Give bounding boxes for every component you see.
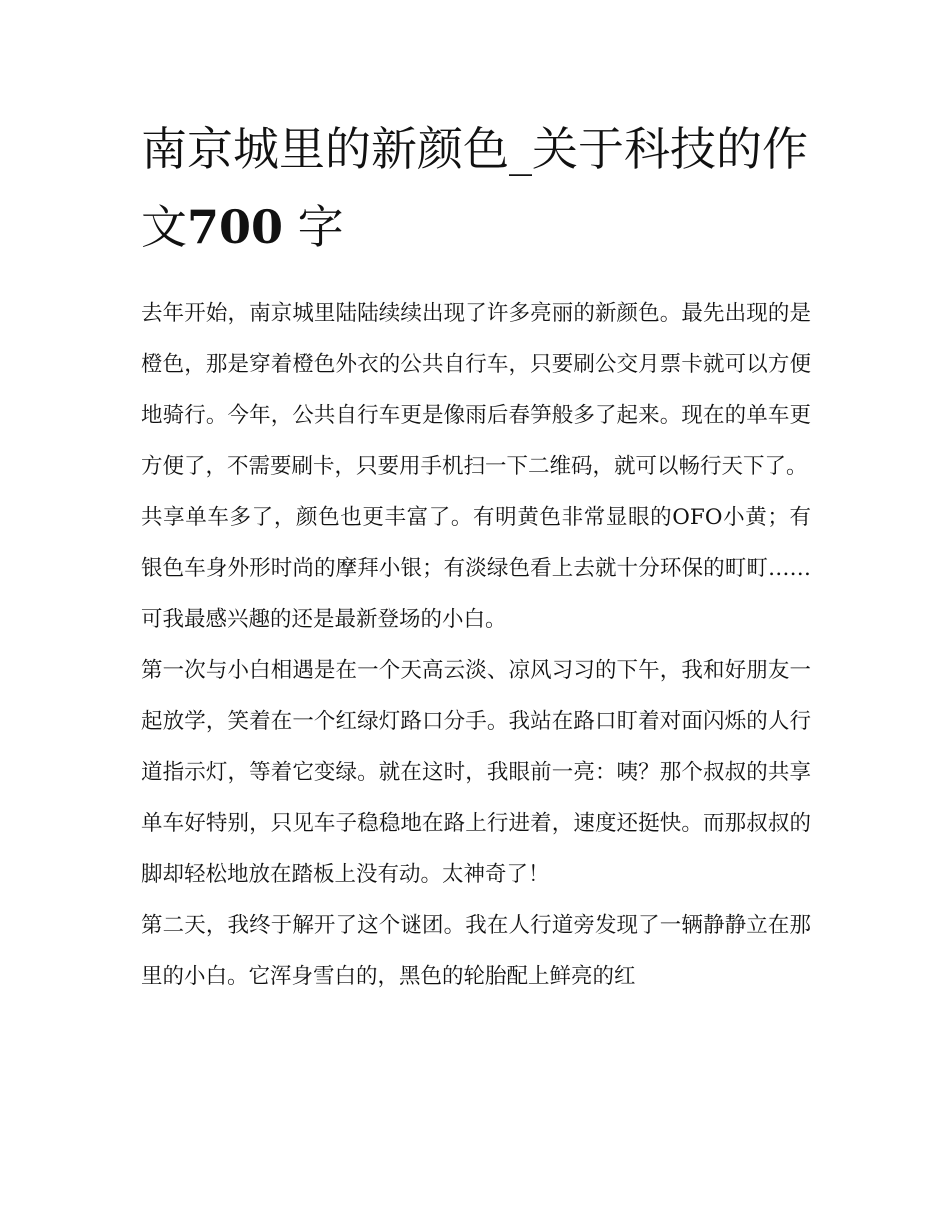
title-text: 南京城里的新颜色_关于科技的作文 xyxy=(141,122,808,254)
paragraph-3: 第一次与小白相遇是在一个天高云淡、凉风习习的下午，我和好朋友一起放学，笑着在一个红绿灯路口分手。我站在路口盯着对面闪烁的人行道指示灯，等着它变绿。就在这时，我眼前一亮：咦？那个叔叔的共享单车好特别，只见车子稳稳地在路上行进着，速度还挺快。而那叔叔的脚却轻松地放在踏板上没有动。太神奇了！ xyxy=(141,658,811,887)
document-title xyxy=(141,110,811,266)
paragraph-1: 去年开始，南京城里陆陆续续出现了许多亮丽的新颜色。最先出现的是橙色，那是穿着橙色外衣的公共自行车，只要刷公交月票卡就可以方便地骑行。今年，公共自行车更是像雨后春笋般多了起来。现在的单车更方便了，不需要刷卡，只要用手机扫一下二维码，就可以畅行天下了。 xyxy=(141,301,811,479)
title-suffix: 字 xyxy=(297,200,344,254)
document-body xyxy=(141,288,811,1002)
title-number: 700 xyxy=(187,200,284,254)
paragraph-2: 共享单车多了，颜色也更丰富了。有明黄色非常显眼的OFO小黄；有银色车身外形时尚的摩拜小银；有淡绿色看上去就十分环保的町町……可我最感兴趣的还是最新登场的小白。 xyxy=(141,505,811,632)
paragraph-4: 第二天，我终于解开了这个谜团。我在人行道旁发现了一辆静静立在那里的小白。它浑身雪白的，黑色的轮胎配上鲜亮的红 xyxy=(141,913,811,989)
document-page xyxy=(141,110,811,1002)
